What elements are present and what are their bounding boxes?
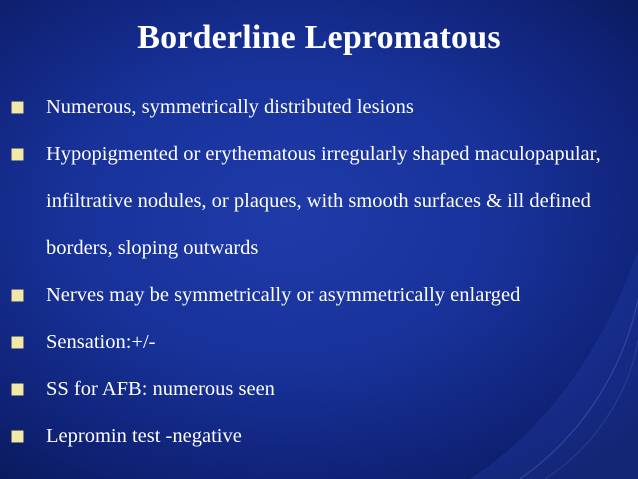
bullet-list <box>0 84 638 460</box>
bullet-text: SS for AFB: numerous seen <box>46 378 275 400</box>
bullet-item <box>0 84 638 131</box>
bullet-text: Hypopigmented or erythematous irregularly shaped maculopapular, infiltrative nodules, or plaques, with smooth surfaces & ill defined borders, sloping outwards <box>46 143 601 259</box>
bullet-item <box>0 366 638 413</box>
bullet-text: Lepromin test -negative <box>46 425 242 447</box>
bullet-item <box>0 319 638 366</box>
bullet-text: Nerves may be symmetrically or asymmetrically enlarged <box>46 284 521 306</box>
square-bullet-icon <box>12 384 23 395</box>
square-bullet-icon <box>12 102 23 113</box>
bullet-item <box>0 131 638 272</box>
square-bullet-icon <box>12 149 23 160</box>
bullet-text: Numerous, symmetrically distributed lesions <box>46 96 414 118</box>
square-bullet-icon <box>12 431 23 442</box>
bullet-item <box>0 413 638 460</box>
slide-title: Borderline Lepromatous <box>137 19 501 56</box>
square-bullet-icon <box>12 290 23 301</box>
square-bullet-icon <box>12 337 23 348</box>
bullet-item <box>0 272 638 319</box>
bullet-text: Sensation:+/- <box>46 331 156 353</box>
